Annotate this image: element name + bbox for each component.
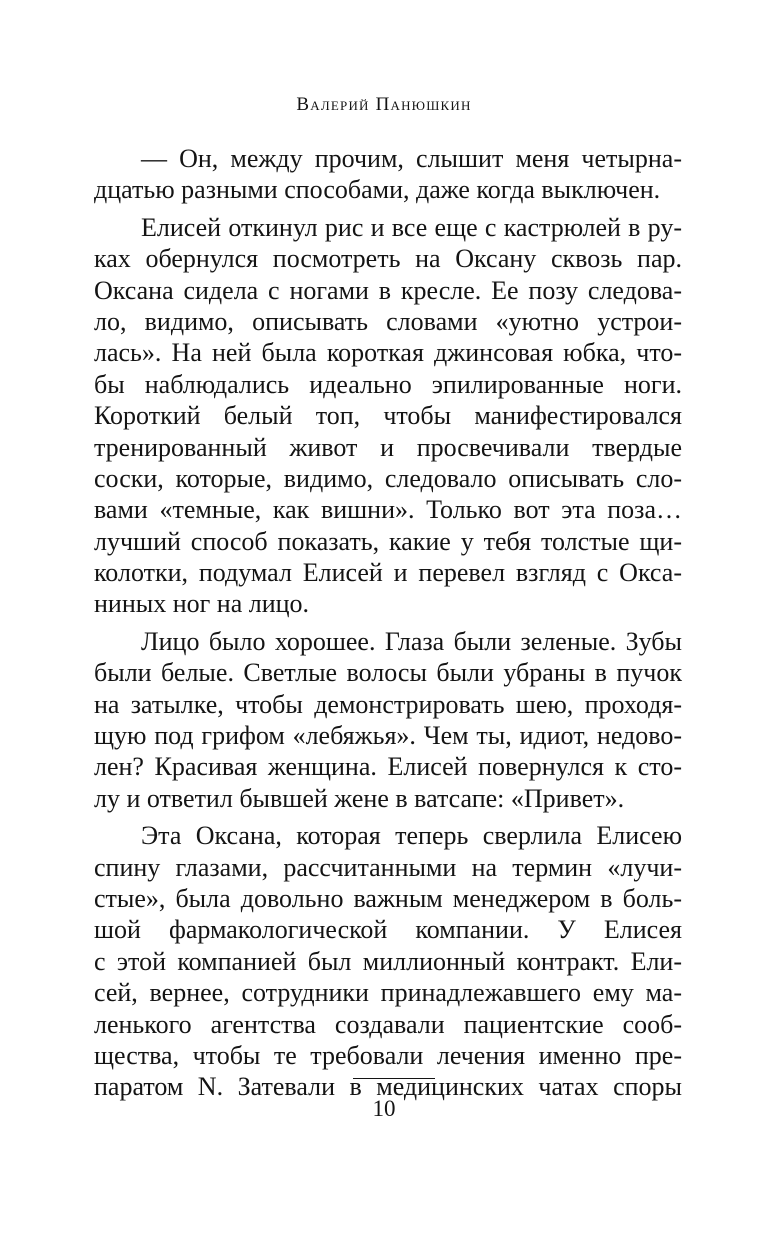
text-line: лучший способ показать, какие у тебя толстые щи- — [94, 526, 682, 556]
text-line: вами «темные, как вишни». Только вот эта поза… — [94, 495, 682, 525]
text-line: ло, видимо, описывать словами «уютно устрои- — [94, 306, 682, 336]
text-line: паратом N. Затевали в медицинских чатах споры — [94, 1072, 682, 1102]
text-line: лен? Красивая женщина. Елисей повернулся к сто- — [94, 752, 682, 782]
text-line: щества, чтобы те требовали лечения именно пре- — [94, 1040, 682, 1070]
text-line: Короткий белый топ, чтобы манифестировался — [94, 401, 682, 431]
text-line: Оксана сидела с ногами в кресле. Ее позу следова- — [94, 275, 682, 305]
text-line: на затылке, чтобы демонстрировать шею, проходя- — [94, 689, 682, 719]
text-line: ленького агентства создавали пациентские сооб- — [94, 1009, 682, 1039]
text-line: шой фармакологической компании. У Елисея — [94, 915, 682, 945]
text-line: спину глазами, рассчитанными на термин «лучи- — [94, 852, 682, 882]
text-line: с этой компанией был миллионный контракт. Ели- — [94, 946, 682, 976]
paragraph — [94, 143, 682, 206]
text-line: Лицо было хорошее. Глаза были зеленые. Зубы — [141, 626, 682, 656]
book-text — [94, 143, 682, 1103]
text-line: бы наблюдались идеально эпилированные ноги. — [94, 369, 682, 399]
text-line: лась». На ней была короткая джинсовая юбка, что- — [94, 338, 682, 368]
text-line: ках обернулся посмотреть на Оксану сквозь пар. — [94, 244, 682, 274]
running-head: Валерий Панюшкин — [296, 94, 472, 115]
paragraph — [94, 212, 682, 620]
text-line: дцатью разными способами, даже когда выключен. — [94, 175, 661, 205]
text-line: Елисей откинул рис и все еще с кастрюлей в ру- — [141, 212, 682, 242]
text-line: лу и ответил бывшей жене в ватсапе: «Привет». — [94, 783, 625, 813]
text-line: стые», была довольно важным менеджером в боль- — [94, 883, 682, 913]
text-line: — Он, между прочим, слышит меня четырна- — [141, 144, 682, 173]
text-line: соски, которые, видимо, следовало описывать сло- — [94, 463, 682, 493]
text-line: Эта Оксана, которая теперь сверлила Елисею — [141, 821, 682, 851]
paragraph — [94, 626, 682, 814]
footer-rule — [353, 1078, 435, 1079]
text-line: тренированный живот и просвечивали твердые — [94, 432, 682, 462]
text-line: сей, вернее, сотрудники принадлежавшего ему ма- — [94, 978, 682, 1008]
page-number: 10 — [372, 1096, 396, 1121]
text-line: ниных ног на лицо. — [94, 589, 310, 619]
text-line: колотки, подумал Елисей и перевел взгляд с Окса- — [94, 558, 682, 588]
text-line: были белые. Светлые волосы были убраны в пучок — [94, 658, 682, 688]
paragraph — [94, 820, 682, 1103]
text-line: щую под грифом «лебяжья». Чем ты, идиот, недово- — [94, 721, 682, 751]
